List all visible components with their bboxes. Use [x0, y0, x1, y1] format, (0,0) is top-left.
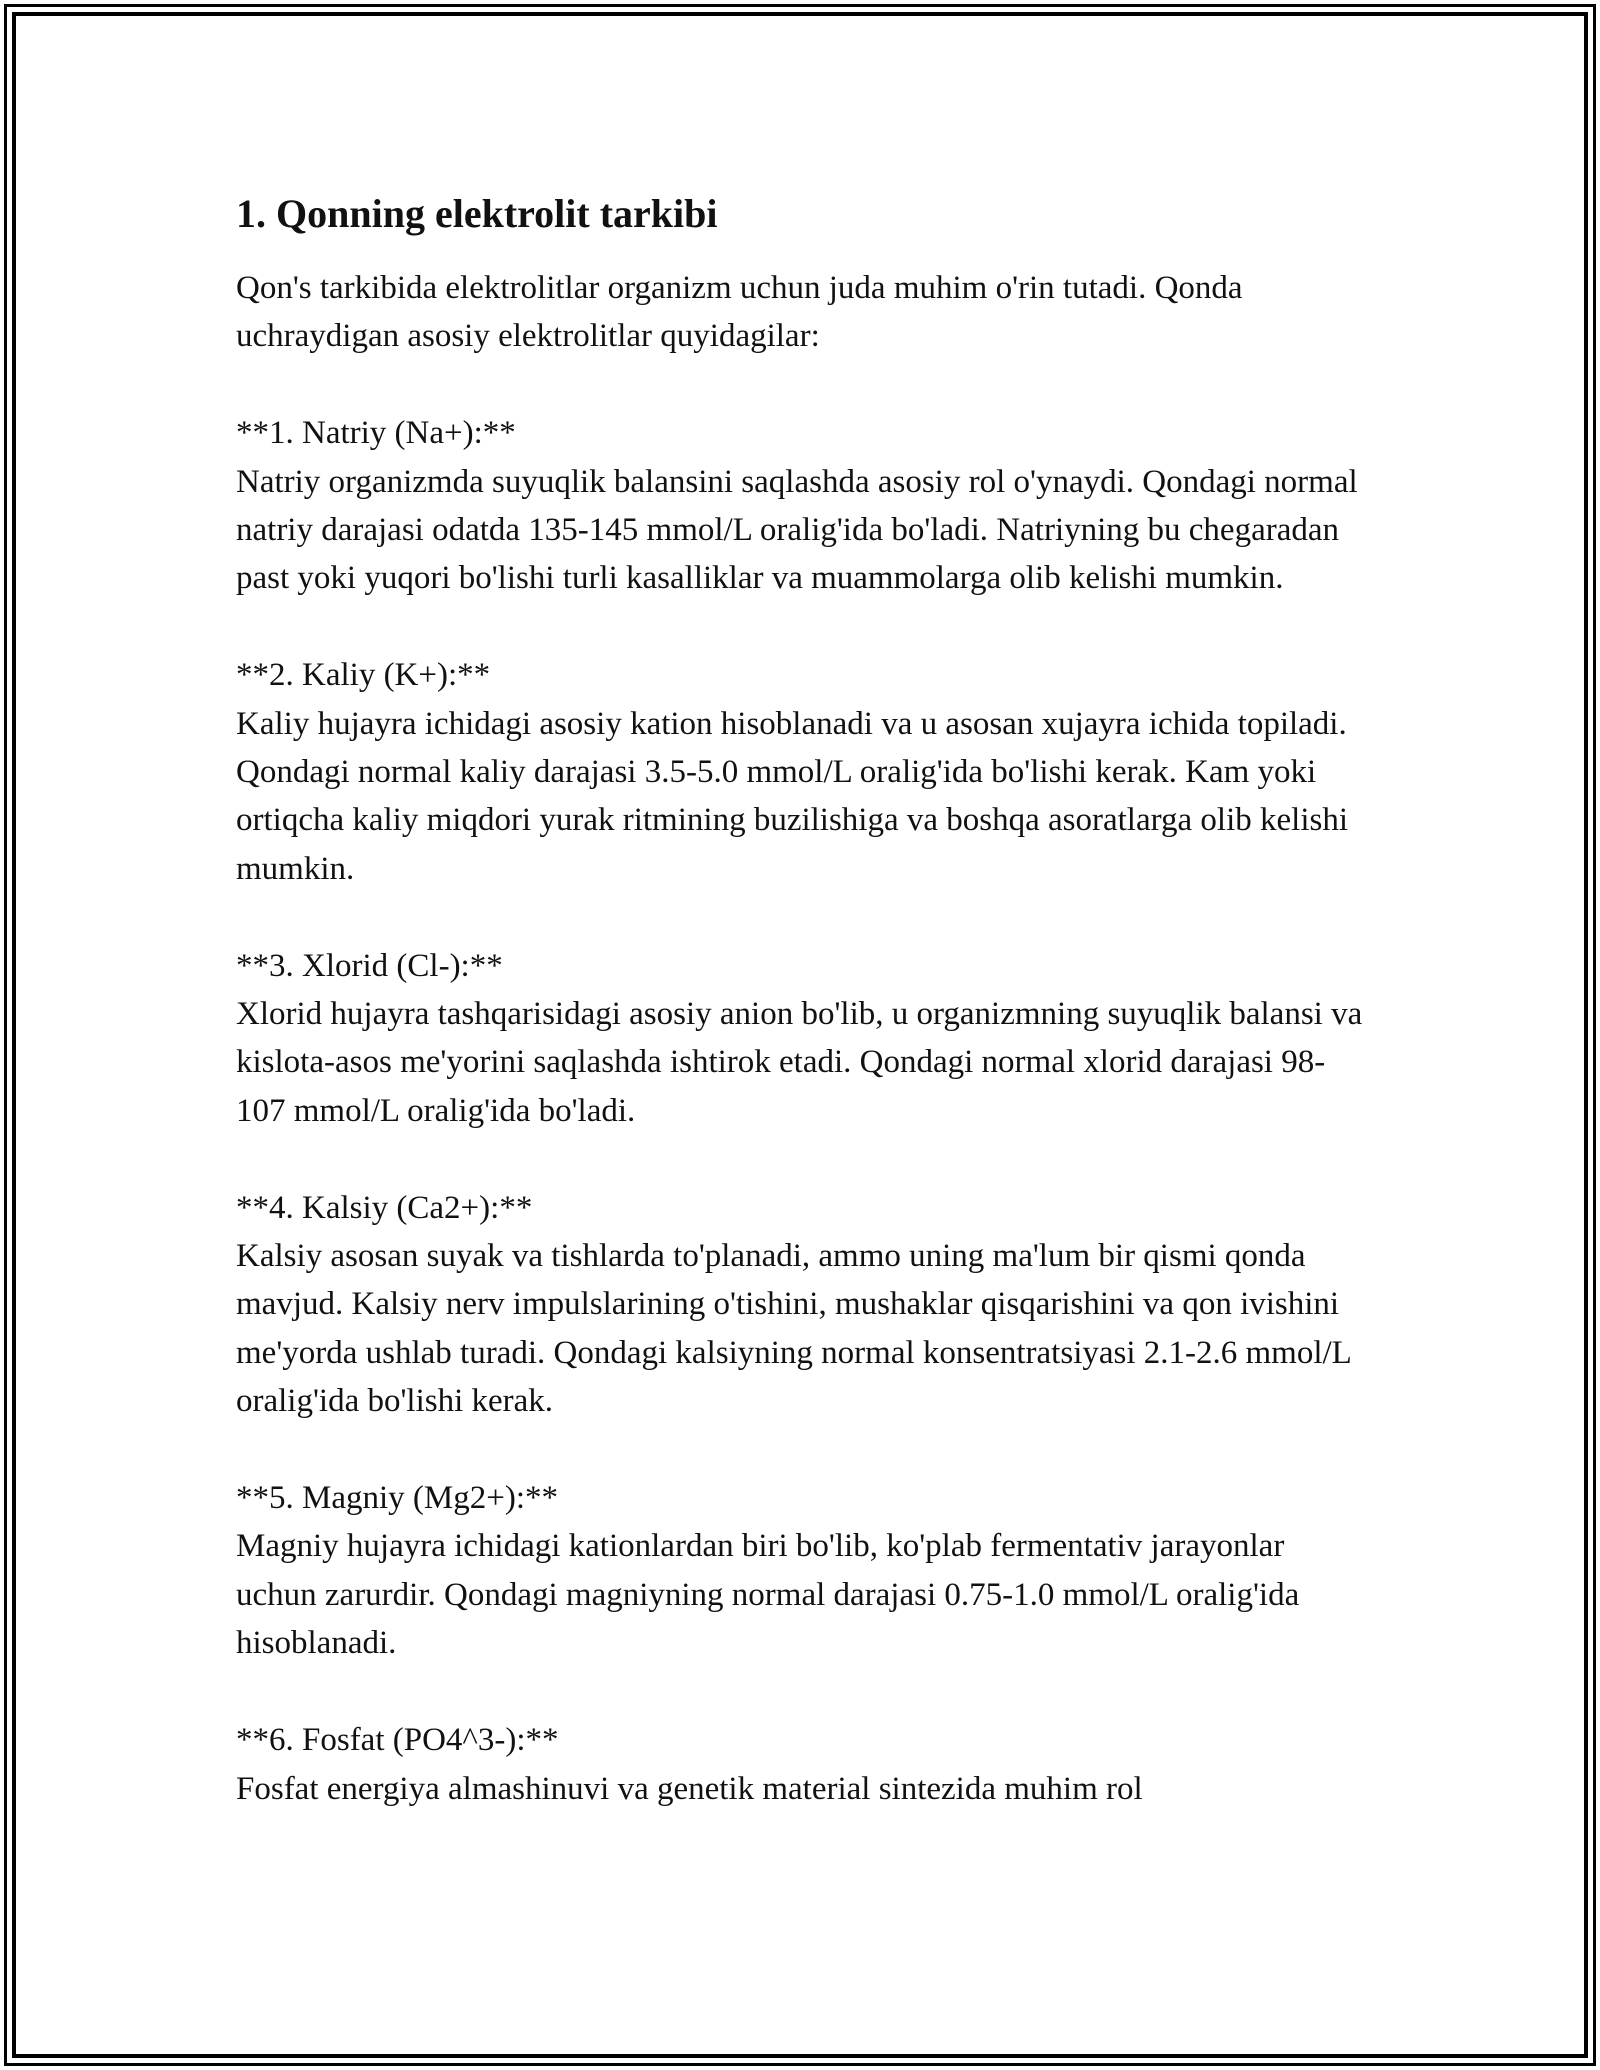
paragraph-gap	[236, 1135, 1366, 1183]
section-heading-kalsiy: **4. Kalsiy (Ca2+):**	[236, 1189, 533, 1226]
section-heading-xlorid: **3. Xlorid (Cl-):**	[236, 947, 503, 984]
section-body-kalsiy: Kalsiy asosan suyak va tishlarda to'planadi, ammo uning ma'lum bir qismi qonda mavjud. Kalsiy nerv impulslarining o'tishini, mushaklar qisqarishini va qon ivishini me'yorda ushlab turadi. Qondagi kalsiyning normal konsentratsiyasi 2.1-2.6 mmol/L oralig'ida bo'lishi kerak.	[236, 1238, 1359, 1420]
paragraph-gap	[236, 893, 1366, 941]
section-heading-magniy: **5. Magniy (Mg2+):**	[236, 1480, 559, 1517]
section-body-fosfat: Fosfat energiya almashinuvi va genetik material sintezida muhim rol	[236, 1770, 1143, 1807]
section-body-magniy: Magniy hujayra ichidagi kationlardan biri bo'lib, ko'plab fermentativ jarayonlar uchun zarurdir. Qondagi magniyning normal darajasi 0.75-1.0 mmol/L oralig'ida hisoblanadi.	[236, 1528, 1308, 1662]
paragraph-gap	[236, 1426, 1366, 1474]
section-heading-natriy: **1. Natriy (Na+):**	[236, 415, 516, 452]
section-body-natriy: Natriy organizmda suyuqlik balansini saqlashda asosiy rol o'ynaydi. Qondagi normal natriy darajasi odatda 135-145 mmol/L oralig'ida bo'ladi. Natriyning bu chegaradan past yoki yuqori bo'lishi turli kasalliklar va muammolarga olib kelishi mumkin.	[236, 463, 1366, 597]
intro-paragraph: Qon's tarkibida elektrolitlar organizm uchun juda muhim o'rin tutadi. Qonda uchraydigan asosiy elektrolitlar quyidagilar:	[236, 270, 1251, 355]
paragraph-gap	[236, 361, 1366, 409]
section-heading-kaliy: **2. Kaliy (K+):**	[236, 657, 491, 694]
document-title: 1. Qonning elektrolit tarkibi	[236, 191, 718, 236]
section-body-kaliy: Kaliy hujayra ichidagi asosiy kation hisoblanadi va u asosan xujayra ichida topiladi. Qondagi normal kaliy darajasi 3.5-5.0 mmol/L oralig'ida bo'lishi kerak. Kam yoki ortiqcha kaliy miqdori yurak ritmining buzilishiga va boshqa asoratlarga olib kelishi mumkin.	[236, 705, 1357, 887]
section-body-xlorid: Xlorid hujayra tashqarisidagi asosiy anion bo'lib, u organizmning suyuqlik balansi va kislota-asos me'yorini saqlashda ishtirok etadi. Qondagi normal xlorid darajasi 98-107 mmol/L oralig'ida bo'ladi.	[236, 996, 1371, 1129]
section-heading-fosfat: **6. Fosfat (PO4^3-):**	[236, 1722, 559, 1759]
paragraph-gap	[236, 603, 1366, 651]
document-body	[236, 190, 1371, 1813]
paragraph-gap	[236, 1668, 1366, 1716]
